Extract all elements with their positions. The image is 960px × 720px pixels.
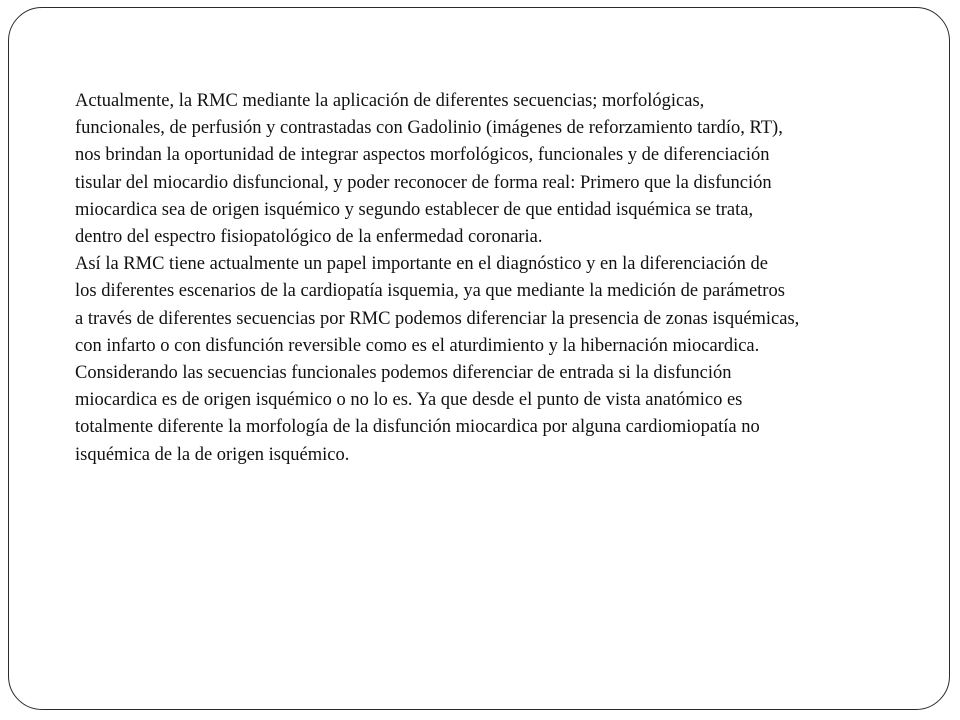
- text-line: miocardica sea de origen isquémico y segundo establecer de que entidad isquémica se trata,: [75, 199, 754, 220]
- text-line: funcionales, de perfusión y contrastadas con Gadolinio (imágenes de reforzamiento tardío, RT),: [75, 118, 783, 139]
- text-line: miocardica es de origen isquémico o no lo es. Ya que desde el punto de vista anatómico es: [75, 390, 743, 411]
- text-line: nos brindan la oportunidad de integrar aspectos morfológicos, funcionales y de diferenciación: [75, 145, 770, 166]
- text-line: a través de diferentes secuencias por RMC podemos diferenciar la presencia de zonas isquémicas,: [75, 308, 800, 329]
- text-line: dentro del espectro fisiopatológico de la enfermedad coronaria.: [75, 227, 543, 248]
- text-line: tisular del miocardio disfuncional, y poder reconocer de forma real: Primero que la disfunción: [75, 172, 772, 193]
- text-line: Considerando las secuencias funcionales podemos diferenciar de entrada si la disfunción: [75, 363, 732, 384]
- slide-frame: [8, 7, 950, 710]
- slide-body-text: [75, 88, 915, 469]
- text-line: totalmente diferente la morfología de la disfunción miocardica por alguna cardiomiopatía no: [75, 417, 760, 438]
- text-line: los diferentes escenarios de la cardiopatía isquemia, ya que mediante la medición de parámetros: [75, 281, 785, 302]
- text-line: Actualmente, la RMC mediante la aplicación de diferentes secuencias; morfológicas,: [75, 91, 705, 111]
- text-line: Así la RMC tiene actualmente un papel importante en el diagnóstico y en la diferenciación de: [75, 254, 769, 275]
- text-line: isquémica de la de origen isquémico.: [75, 444, 350, 465]
- text-line: con infarto o con disfunción reversible como es el aturdimiento y la hibernación miocardica.: [75, 335, 760, 356]
